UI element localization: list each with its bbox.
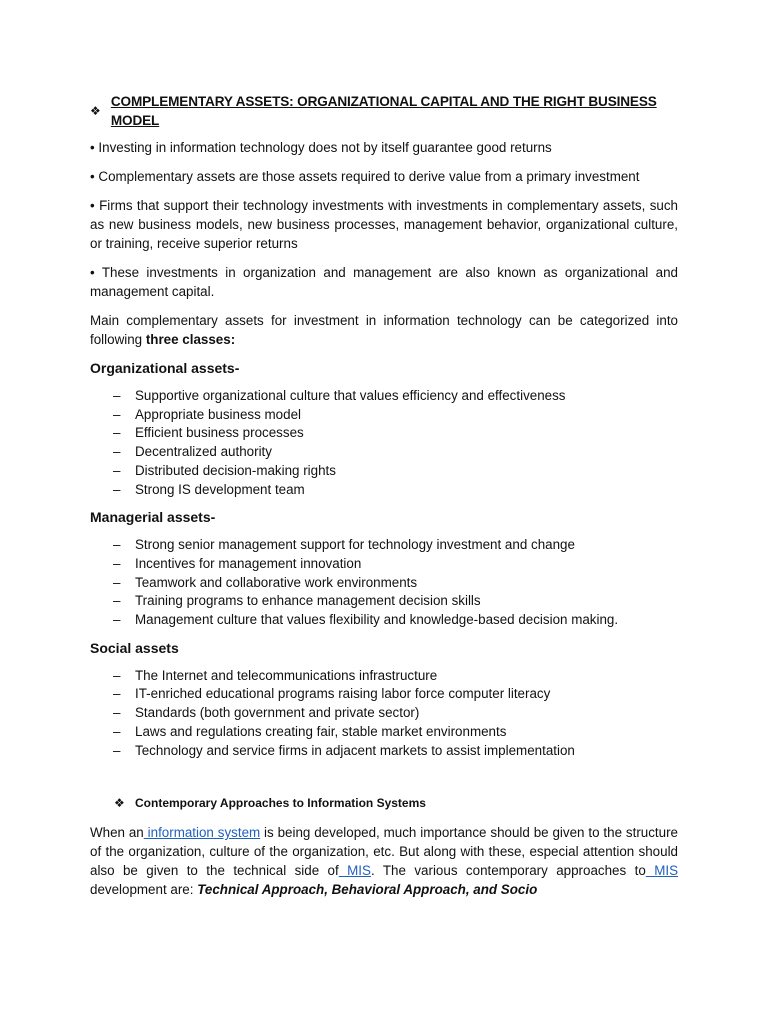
closing-text: . The various contemporary approaches to bbox=[370, 863, 646, 879]
dash-bullet-icon: – bbox=[113, 686, 121, 702]
list-item-text: Distributed decision-making rights bbox=[135, 462, 336, 478]
list-item-text: Laws and regulations creating fair, stable market environments bbox=[135, 723, 507, 739]
list-item bbox=[113, 574, 678, 593]
list-item-text: Efficient business processes bbox=[135, 425, 304, 441]
closing-paragraph bbox=[90, 823, 678, 899]
dash-bullet-icon: – bbox=[113, 406, 121, 422]
sub-heading bbox=[114, 794, 678, 813]
dash-bullet-icon: – bbox=[113, 723, 121, 739]
document-body bbox=[90, 92, 678, 909]
list-item-text: Management culture that values flexibility and knowledge-based decision making. bbox=[135, 612, 619, 628]
closing-text: When an bbox=[90, 825, 144, 841]
diamond-bullet-icon: ❖ bbox=[114, 796, 125, 811]
intro-paragraph bbox=[90, 311, 678, 349]
closing-text: is being developed, much importance should be given to the structure of the organization, culture of the organization, etc. But along with these, especial attention should also be given to the technical side of bbox=[90, 825, 678, 879]
managerial-assets-list bbox=[90, 536, 678, 630]
organizational-assets-list bbox=[90, 387, 678, 499]
mis-link[interactable]: MIS bbox=[338, 863, 371, 879]
dash-bullet-icon: – bbox=[113, 705, 121, 721]
dash-bullet-icon: – bbox=[113, 425, 121, 441]
diamond-bullet-icon: ❖ bbox=[90, 103, 101, 118]
list-item bbox=[113, 481, 678, 500]
closing-emphasis: Technical Approach, Behavioral Approach, and Socio bbox=[197, 882, 538, 898]
dash-bullet-icon: – bbox=[113, 444, 121, 460]
list-item-text: Supportive organizational culture that values efficiency and effectiveness bbox=[135, 388, 566, 403]
dash-bullet-icon: – bbox=[113, 537, 121, 553]
list-item bbox=[113, 592, 678, 611]
section-title-social: Social assets bbox=[90, 639, 179, 656]
list-item-text: The Internet and telecommunications infrastructure bbox=[135, 667, 438, 683]
section-title-managerial: Managerial assets- bbox=[90, 509, 216, 526]
intro-emphasis: three classes: bbox=[145, 332, 236, 347]
social-assets-list bbox=[90, 667, 678, 761]
list-item bbox=[113, 685, 678, 704]
dash-bullet-icon: – bbox=[113, 574, 121, 590]
closing-text: development are: bbox=[90, 882, 198, 898]
list-item bbox=[113, 406, 678, 425]
dash-bullet-icon: – bbox=[113, 462, 121, 478]
dash-bullet-icon: – bbox=[113, 593, 121, 609]
dash-bullet-icon: – bbox=[113, 612, 121, 628]
list-item-text: Strong IS development team bbox=[135, 481, 305, 497]
list-item bbox=[113, 462, 678, 481]
bullet-paragraph: • Complementary assets are those assets required to derive value from a primary investment bbox=[90, 169, 640, 184]
list-item-text: IT-enriched educational programs raising labor force computer literacy bbox=[135, 686, 551, 702]
bullet-paragraph: • These investments in organization and management are also known as organizational and management capital. bbox=[90, 265, 678, 299]
list-item-text: Training programs to enhance management decision skills bbox=[135, 593, 481, 609]
list-item-text: Teamwork and collaborative work environments bbox=[135, 574, 418, 590]
list-item bbox=[113, 742, 678, 761]
dash-bullet-icon: – bbox=[113, 388, 121, 403]
list-item-text: Technology and service firms in adjacent markets to assist implementation bbox=[135, 742, 575, 758]
list-item bbox=[113, 667, 678, 686]
intro-text: Main complementary assets for investment in information technology can be categorized into following bbox=[90, 313, 678, 347]
list-item bbox=[113, 723, 678, 742]
list-item bbox=[113, 387, 678, 406]
list-item-text: Decentralized authority bbox=[135, 444, 272, 460]
dash-bullet-icon: – bbox=[113, 555, 121, 571]
information-system-link[interactable]: information system bbox=[143, 825, 261, 841]
list-item-text: Incentives for management innovation bbox=[135, 555, 362, 571]
list-item bbox=[113, 424, 678, 443]
list-item bbox=[113, 704, 678, 723]
list-item bbox=[113, 443, 678, 462]
dash-bullet-icon: – bbox=[113, 481, 121, 497]
section-title-organizational: Organizational assets- bbox=[90, 360, 240, 376]
list-item-text: Appropriate business model bbox=[135, 406, 301, 422]
dash-bullet-icon: – bbox=[113, 667, 121, 683]
sub-heading-title: Contemporary Approaches to Information Systems bbox=[135, 796, 426, 811]
main-heading-title: COMPLEMENTARY ASSETS: ORGANIZATIONAL CAPITAL AND THE RIGHT BUSINESS MODEL bbox=[110, 94, 657, 128]
bullet-paragraph: • Investing in information technology does not by itself guarantee good returns bbox=[90, 140, 552, 155]
list-item bbox=[113, 611, 678, 630]
dash-bullet-icon: – bbox=[113, 742, 121, 758]
list-item-text: Strong senior management support for technology investment and change bbox=[135, 537, 575, 553]
main-heading bbox=[90, 92, 678, 130]
list-item-text: Standards (both government and private sector) bbox=[135, 705, 420, 721]
bullet-paragraph: • Firms that support their technology investments with investments in complementary assets, such as new business models, new business processes, management behavior, organizational culture, or training, receive superior returns bbox=[90, 198, 678, 251]
list-item bbox=[113, 555, 678, 574]
list-item bbox=[113, 536, 678, 555]
mis-link[interactable]: MIS bbox=[645, 863, 679, 879]
